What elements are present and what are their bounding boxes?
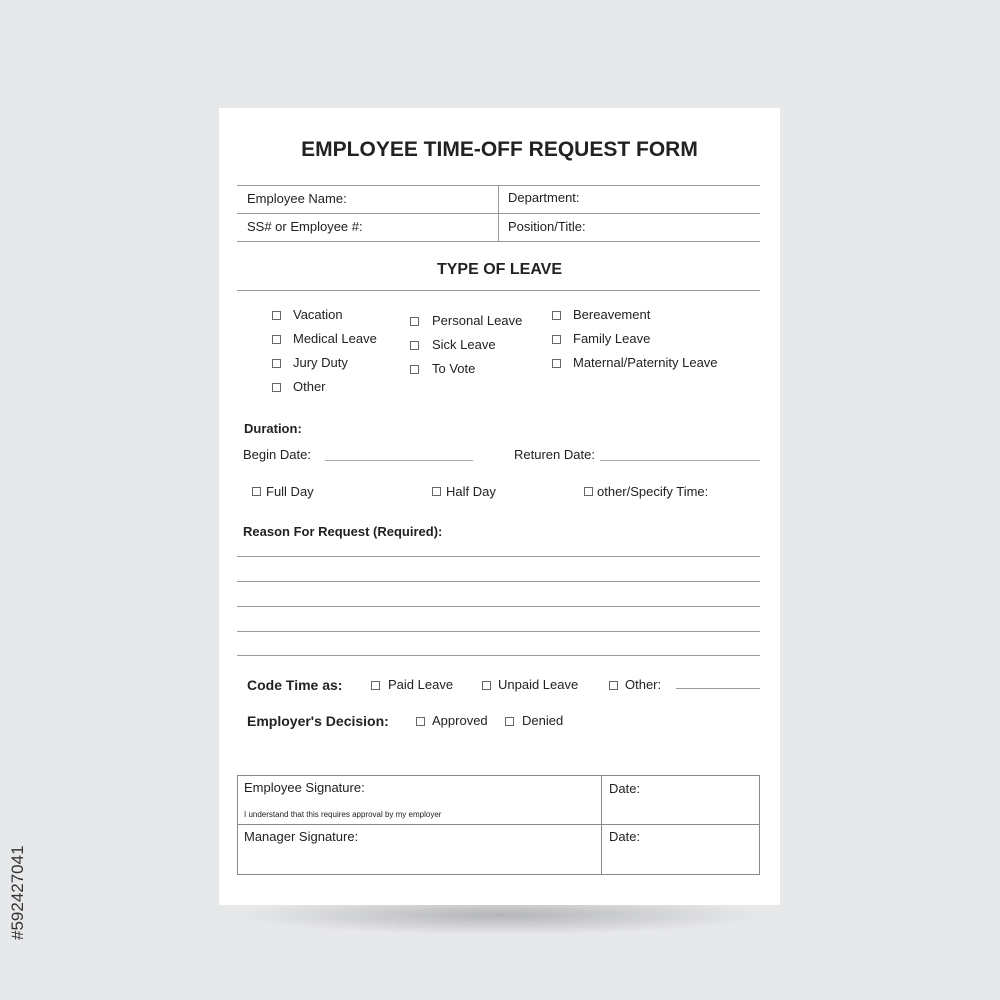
- divider: [498, 185, 499, 241]
- duration-heading: Duration:: [244, 421, 302, 436]
- label-paid-leave: Paid Leave: [388, 677, 454, 692]
- return-date-input[interactable]: [600, 460, 760, 461]
- label-other-time: other/Specify Time:: [597, 484, 709, 499]
- label-jury-duty: Jury Duty: [293, 355, 348, 370]
- label-other-leave: Other: [293, 379, 326, 394]
- checkbox-medical-leave[interactable]: [272, 335, 281, 344]
- checkbox-paid-leave[interactable]: [371, 681, 380, 690]
- label-unpaid-leave: Unpaid Leave: [498, 677, 579, 692]
- form-title: EMPLOYEE TIME-OFF REQUEST FORM: [301, 138, 698, 161]
- employee-name-field[interactable]: Employee Name:: [247, 191, 347, 206]
- label-sick-leave: Sick Leave: [432, 337, 496, 352]
- code-other-input[interactable]: [676, 688, 760, 689]
- checkbox-vacation[interactable]: [272, 311, 281, 320]
- divider: [237, 241, 760, 242]
- employee-date-field[interactable]: Date:: [609, 781, 641, 796]
- manager-signature-field[interactable]: Manager Signature:: [244, 829, 359, 844]
- checkbox-to-vote[interactable]: [410, 365, 419, 374]
- manager-date-field[interactable]: Date:: [609, 829, 641, 844]
- checkbox-family-leave[interactable]: [552, 335, 561, 344]
- reason-line[interactable]: [237, 581, 760, 582]
- label-full-day: Full Day: [266, 484, 314, 499]
- checkbox-bereavement[interactable]: [552, 311, 561, 320]
- leave-heading: TYPE OF LEAVE: [436, 261, 563, 278]
- label-denied: Denied: [522, 713, 564, 728]
- approval-note: I understand that this requires approval by my employer: [244, 810, 442, 819]
- reason-line[interactable]: [237, 606, 760, 607]
- label-half-day: Half Day: [446, 484, 496, 499]
- checkbox-sick-leave[interactable]: [410, 341, 419, 350]
- checkbox-other-time[interactable]: [584, 487, 593, 496]
- label-family-leave: Family Leave: [573, 331, 651, 346]
- return-date-label: Returen Date:: [514, 447, 595, 462]
- reason-line[interactable]: [237, 631, 760, 632]
- code-time-label: Code Time as:: [247, 677, 343, 693]
- checkbox-denied[interactable]: [505, 717, 514, 726]
- label-maternal-paternity: Maternal/Paternity Leave: [573, 355, 718, 370]
- employee-number-field[interactable]: SS# or Employee #:: [247, 219, 363, 234]
- checkbox-personal-leave[interactable]: [410, 317, 419, 326]
- department-field[interactable]: Department:: [508, 190, 580, 205]
- stock-id: #592427041: [8, 845, 27, 940]
- reason-heading: Reason For Request (Required):: [243, 524, 443, 539]
- label-medical-leave: Medical Leave: [293, 331, 377, 346]
- employee-signature-field[interactable]: Employee Signature:: [244, 780, 365, 795]
- checkbox-unpaid-leave[interactable]: [482, 681, 491, 690]
- label-to-vote: To Vote: [432, 361, 476, 376]
- checkbox-full-day[interactable]: [252, 487, 261, 496]
- decision-label: Employer's Decision:: [247, 713, 389, 729]
- label-bereavement: Bereavement: [573, 307, 651, 322]
- checkbox-jury-duty[interactable]: [272, 359, 281, 368]
- begin-date-input[interactable]: [325, 460, 473, 461]
- label-code-other: Other:: [625, 677, 662, 692]
- checkbox-maternal-paternity[interactable]: [552, 359, 561, 368]
- label-approved: Approved: [432, 713, 488, 728]
- divider: [601, 775, 602, 875]
- reason-line[interactable]: [237, 655, 760, 656]
- label-vacation: Vacation: [293, 307, 343, 322]
- checkbox-half-day[interactable]: [432, 487, 441, 496]
- divider: [237, 290, 760, 291]
- checkbox-other-leave[interactable]: [272, 383, 281, 392]
- checkbox-code-other[interactable]: [609, 681, 618, 690]
- reason-line[interactable]: [237, 556, 760, 557]
- begin-date-label: Begin Date:: [243, 447, 311, 462]
- checkbox-approved[interactable]: [416, 717, 425, 726]
- label-personal-leave: Personal Leave: [432, 313, 523, 328]
- position-field[interactable]: Position/Title:: [508, 219, 586, 234]
- divider: [237, 824, 760, 825]
